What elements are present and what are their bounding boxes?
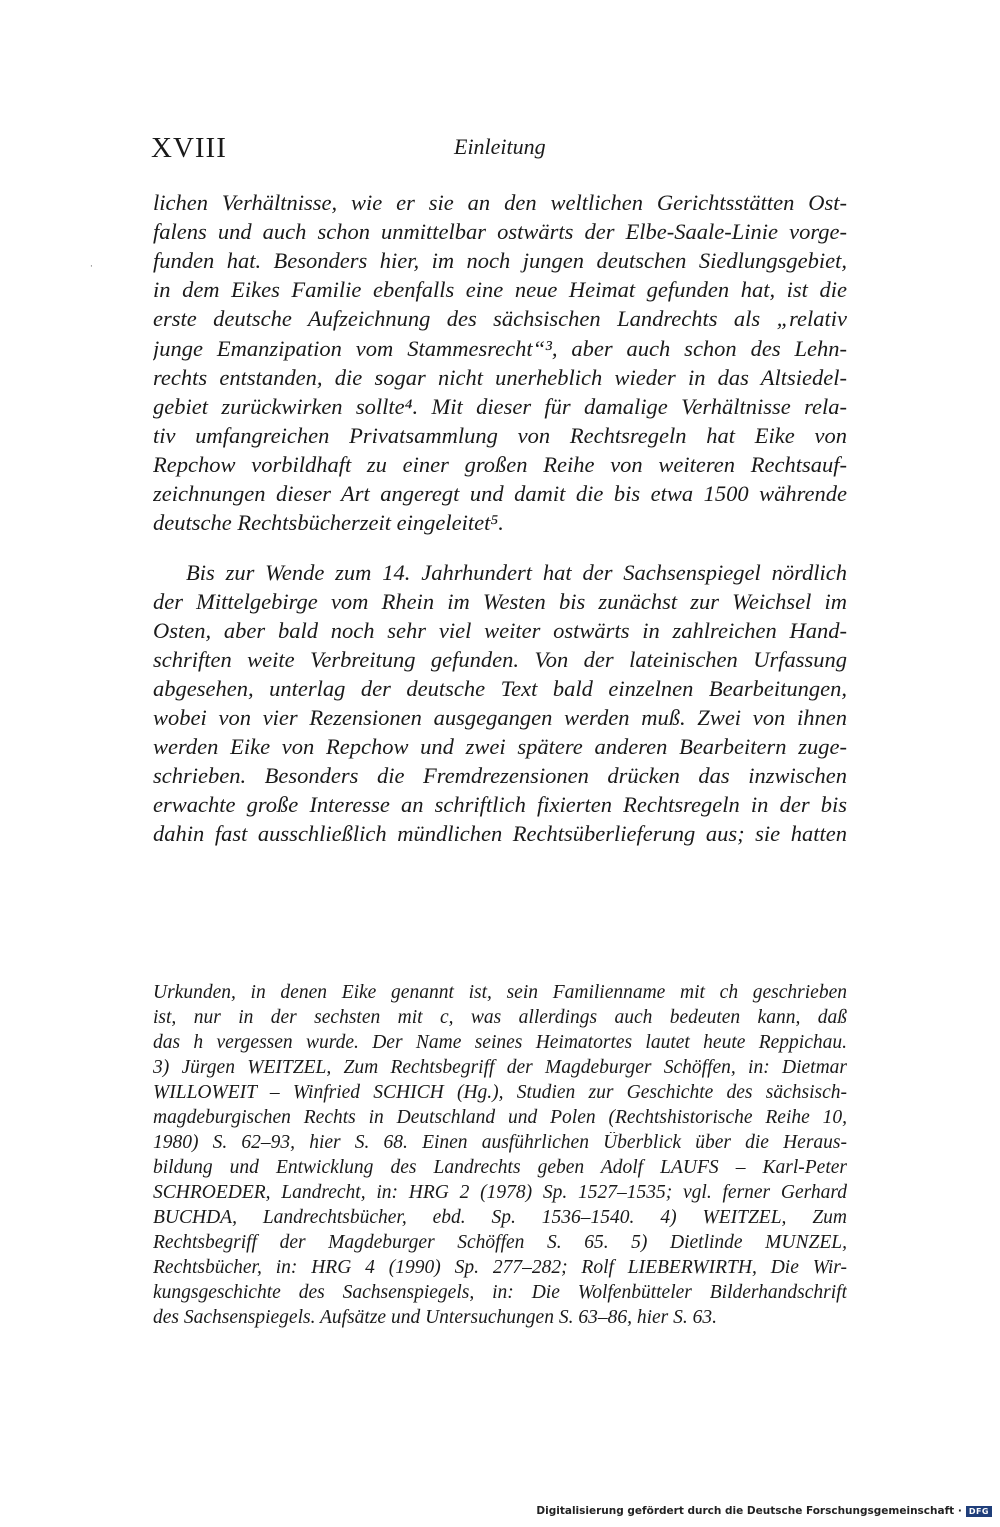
footnote-line: Urkunden, in denen Eike genannt ist, sein Familienname mit ch geschrieben xyxy=(153,982,847,1003)
footnote-line: 3) Jürgen WEITZEL, Zum Rechtsbegriff der Magdeburger Schöffen, in: Dietmar xyxy=(153,1057,847,1078)
credit-text: Digitalisierung gefördert durch die Deutsche Forschungsgemeinschaft · xyxy=(536,1505,962,1517)
footnote-line: WILLOWEIT – Winfried SCHICH (Hg.), Studien zur Geschichte des sächsisch- xyxy=(153,1082,847,1103)
body-line: rechts entstanden, die sogar nicht unerheblich wieder in das Altsiedel- xyxy=(153,365,847,390)
footnote-line: bildung und Entwicklung des Landrechts geben Adolf LAUFS – Karl-Peter xyxy=(153,1157,847,1178)
footnote-line: 1980) S. 62–93, hier S. 68. Einen ausführlichen Überblick über die Heraus- xyxy=(153,1132,847,1153)
body-line: lichen Verhältnisse, wie er sie an den weltlichen Gerichtsstätten Ost- xyxy=(153,190,847,215)
body-line: der Mittelgebirge vom Rhein im Westen bis zunächst zur Weichsel im xyxy=(153,589,847,614)
footnote-line: Rechtsbücher, in: HRG 4 (1990) Sp. 277–282; Rolf LIEBERWIRTH, Die Wir- xyxy=(153,1257,847,1278)
digitization-credit xyxy=(536,1505,992,1517)
footnote-line: SCHROEDER, Landrecht, in: HRG 2 (1978) Sp. 1527–1535; vgl. ferner Gerhard xyxy=(153,1182,847,1203)
dfg-logo: DFG xyxy=(966,1506,992,1517)
footnote-line: Rechtsbegriff der Magdeburger Schöffen S. 65. 5) Dietlinde MUNZEL, xyxy=(153,1232,847,1253)
body-line: abgesehen, unterlag der deutsche Text bald einzelnen Bearbeitungen, xyxy=(153,676,847,701)
footnote-line: kungsgeschichte des Sachsenspiegels, in: Die Wolfenbütteler Bilderhandschrift xyxy=(153,1282,847,1303)
footnote-line: magdeburgischen Rechts in Deutschland und Polen (Rechtshistorische Reihe 10, xyxy=(153,1107,847,1128)
scan-artifact: · xyxy=(90,262,93,272)
footnote-line: BUCHDA, Landrechtsbücher, ebd. Sp. 1536–1540. 4) WEITZEL, Zum xyxy=(153,1207,847,1228)
body-line: Osten, aber bald noch sehr viel weiter ostwärts in zahlreichen Hand- xyxy=(153,618,847,643)
body-line: Bis zur Wende zum 14. Jahrhundert hat der Sachsenspiegel nördlich xyxy=(186,560,847,585)
body-line: falens und auch schon unmittelbar ostwärts der Elbe-Saale-Linie vorge- xyxy=(153,219,847,244)
body-line: zeichnungen dieser Art angeregt und damit die bis etwa 1500 währende xyxy=(153,481,847,506)
body-line: schrieben. Besonders die Fremdrezensionen drücken das inzwischen xyxy=(153,763,847,788)
body-line: wobei von vier Rezensionen ausgegangen werden muß. Zwei von ihnen xyxy=(153,705,847,730)
body-line: schriften weite Verbreitung gefunden. Von der lateinischen Urfassung xyxy=(153,647,847,672)
body-line: junge Emanzipation vom Stammesrecht“³, aber auch schon des Lehn- xyxy=(153,336,847,361)
body-line: tiv umfangreichen Privatsammlung von Rechtsregeln hat Eike von xyxy=(153,423,847,448)
body-line: deutsche Rechtsbücherzeit eingeleitet⁵. xyxy=(153,510,504,535)
body-line: in dem Eikes Familie ebenfalls eine neue Heimat gefunden hat, ist die xyxy=(153,277,847,302)
body-line: funden hat. Besonders hier, im noch jungen deutschen Siedlungsgebiet, xyxy=(153,248,847,273)
body-line: Repchow vorbildhaft zu einer großen Reihe von weiteren Rechtsauf- xyxy=(153,452,847,477)
body-line: erwachte große Interesse an schriftlich fixierten Rechtsregeln in der bis xyxy=(153,792,847,817)
running-head: Einleitung xyxy=(454,134,546,159)
page-number: XVIII xyxy=(151,132,227,164)
footnote-line: das h vergessen wurde. Der Name seines Heimatortes lautet heute Reppichau. xyxy=(153,1032,847,1053)
footnote-line: des Sachsenspiegels. Aufsätze und Untersuchungen S. 63–86, hier S. 63. xyxy=(153,1307,717,1328)
body-line: dahin fast ausschließlich mündlichen Rechtsüberlieferung aus; sie hatten xyxy=(153,821,847,846)
footnote-line: ist, nur in der sechsten mit c, was allerdings auch bedeuten kann, daß xyxy=(153,1007,847,1028)
body-line: werden Eike von Repchow und zwei spätere anderen Bearbeitern zuge- xyxy=(153,734,847,759)
body-line: gebiet zurückwirken sollte⁴. Mit dieser für damalige Verhältnisse rela- xyxy=(153,394,847,419)
body-line: erste deutsche Aufzeichnung des sächsischen Landrechts als „relativ xyxy=(153,306,847,331)
